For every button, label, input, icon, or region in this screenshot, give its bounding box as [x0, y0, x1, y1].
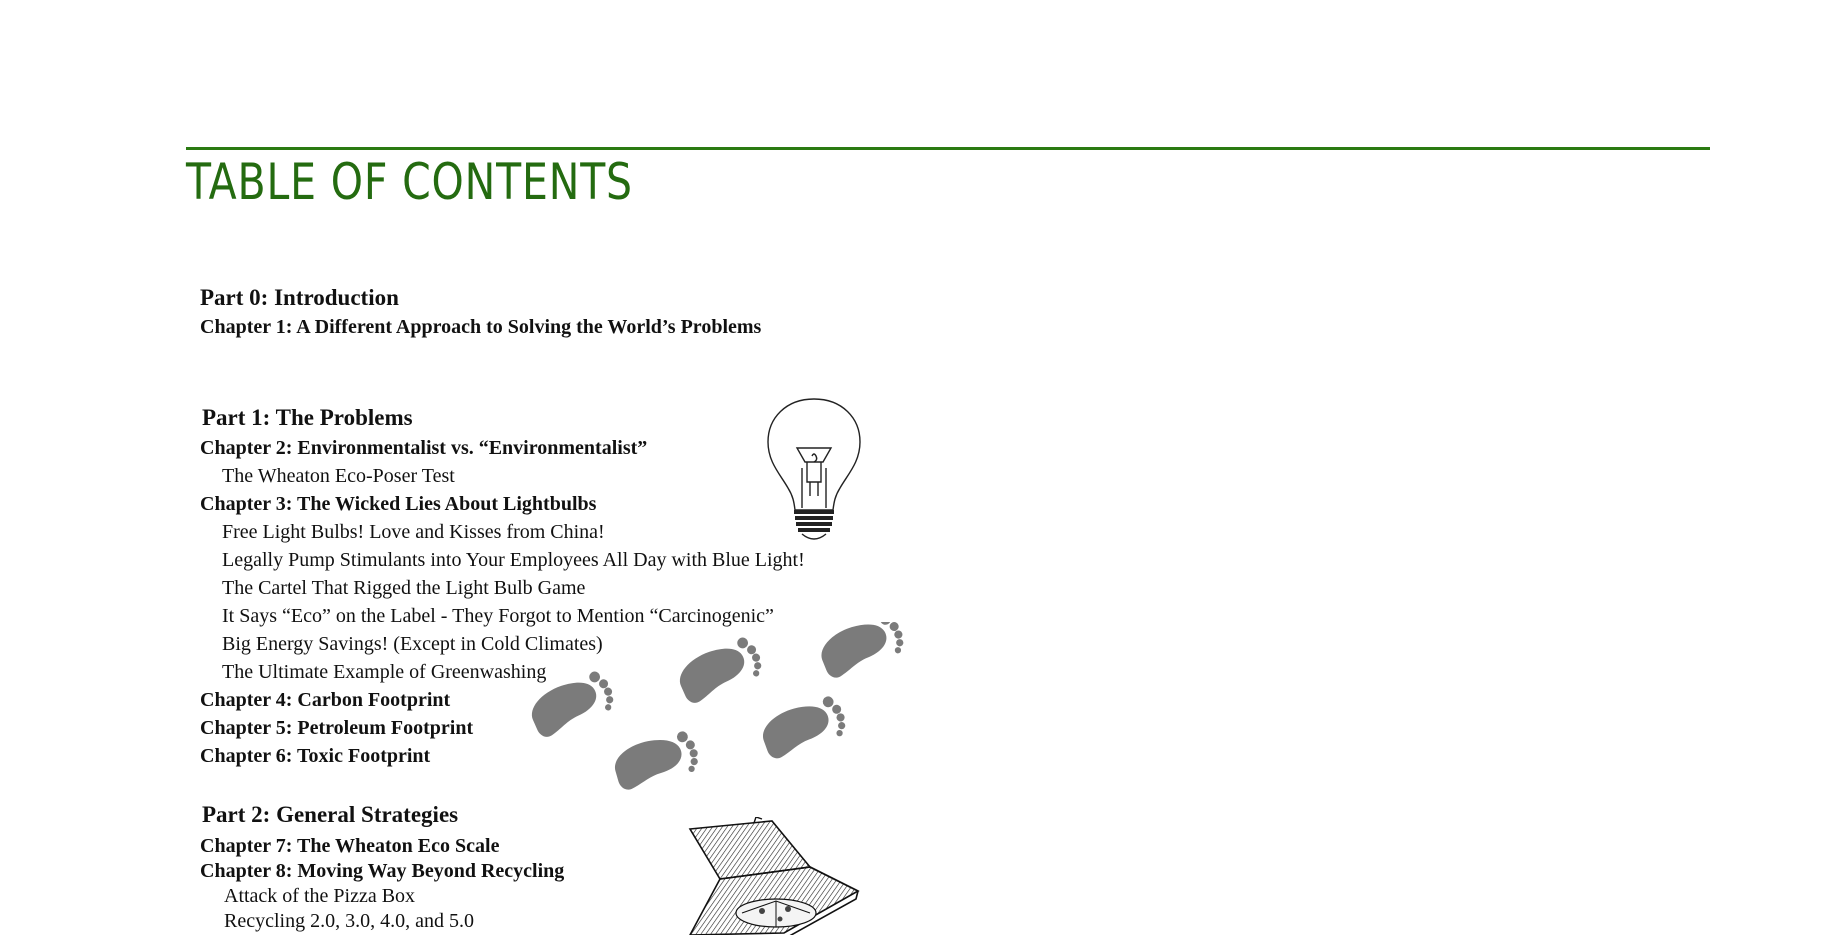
section-entry[interactable]: The Ultimate Example of Greenwashing — [222, 661, 547, 683]
chapter-3-entry[interactable]: Chapter 3: The Wicked Lies About Lightbulbs — [200, 493, 597, 515]
footprints-icon — [525, 622, 915, 790]
pizza-box-icon — [680, 817, 865, 935]
section-entry[interactable]: Legally Pump Stimulants into Your Employees All Day with Blue Light! — [222, 549, 805, 571]
part-2-heading[interactable]: Part 2: General Strategies — [202, 802, 459, 827]
page-title: TABLE OF CONTENTS — [186, 153, 633, 211]
section-entry[interactable]: Recycling 2.0, 3.0, 4.0, and 5.0 — [224, 910, 474, 932]
section-entry[interactable]: Big Energy Savings! (Except in Cold Climates) — [222, 633, 603, 655]
lightbulb-icon — [762, 396, 866, 546]
chapter-1-entry[interactable]: Chapter 1: A Different Approach to Solving the World’s Problems — [200, 316, 762, 338]
chapter-4-entry[interactable]: Chapter 4: Carbon Footprint — [200, 689, 451, 711]
section-entry[interactable]: Free Light Bulbs! Love and Kisses from China! — [222, 521, 605, 543]
chapter-5-entry[interactable]: Chapter 5: Petroleum Footprint — [200, 717, 474, 739]
section-entry[interactable]: The Cartel That Rigged the Light Bulb Game — [222, 577, 586, 599]
chapter-8-entry[interactable]: Chapter 8: Moving Way Beyond Recycling — [200, 860, 565, 882]
chapter-6-entry[interactable]: Chapter 6: Toxic Footprint — [200, 745, 431, 767]
section-entry[interactable]: Attack of the Pizza Box — [224, 885, 416, 907]
chapter-2-entry[interactable]: Chapter 2: Environmentalist vs. “Environmentalist” — [200, 437, 648, 459]
section-entry[interactable]: The Wheaton Eco-Poser Test — [222, 465, 455, 487]
title-rule — [186, 147, 1710, 150]
part-0-heading[interactable]: Part 0: Introduction — [200, 285, 399, 310]
part-1-heading[interactable]: Part 1: The Problems — [202, 405, 413, 430]
chapter-7-entry[interactable]: Chapter 7: The Wheaton Eco Scale — [200, 835, 500, 857]
section-entry[interactable]: It Says “Eco” on the Label - They Forgot to Mention “Carcinogenic” — [222, 605, 774, 627]
